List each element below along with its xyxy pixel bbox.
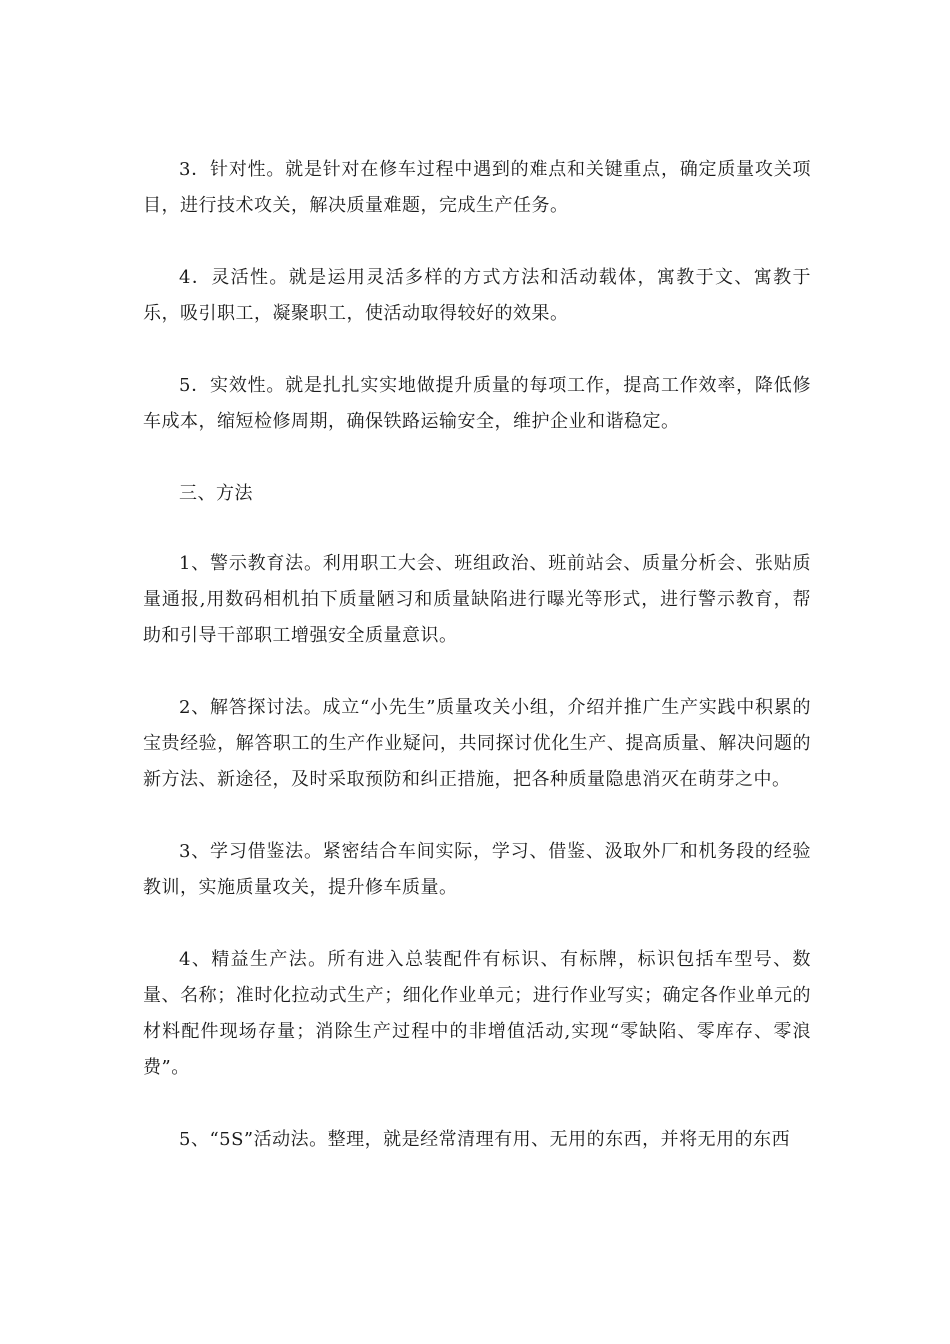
- paragraph-effectiveness: 5．实效性。就是扎扎实实地做提升质量的每项工作，提高工作效率，降低修车成本，缩短检修周期，确保铁路运输安全，维护企业和谐稳定。: [143, 375, 811, 432]
- paragraph-warning-education: 1、警示教育法。利用职工大会、班组政治、班前站会、质量分析会、张贴质量通报,用数码相机拍下质量陋习和质量缺陷进行曝光等形式，进行警示教育，帮助和引导干部职工增强安全质量意识。: [143, 553, 811, 646]
- document-page: [143, 152, 811, 1158]
- section-heading-methods: 三、方法: [179, 483, 253, 504]
- paragraph-5s-activity: 5、“5S”活动法。整理，就是经常清理有用、无用的东西，并将无用的东西: [179, 1129, 791, 1150]
- paragraph-answer-discussion: 2、解答探讨法。成立“小先生”质量攻关小组，介绍并推广生产实践中积累的宝贵经验，解答职工的生产作业疑问，共同探讨优化生产、提高质量、解决问题的新方法、新途径，及时采取预防和纠正措施，把各种质量隐患消灭在萌芽之中。: [143, 697, 811, 790]
- paragraph-pertinence: 3．针对性。就是针对在修车过程中遇到的难点和关键重点，确定质量攻关项目，进行技术攻关，解决质量难题，完成生产任务。: [143, 159, 811, 216]
- paragraph-learning-reference: 3、学习借鉴法。紧密结合车间实际，学习、借鉴、汲取外厂和机务段的经验教训，实施质量攻关，提升修车质量。: [143, 841, 811, 898]
- paragraph-lean-production: 4、精益生产法。所有进入总装配件有标识、有标牌，标识包括车型号、数量、名称；准时化拉动式生产；细化作业单元；进行作业写实；确定各作业单元的材料配件现场存量；消除生产过程中的非增值活动,实现“零缺陷、零库存、零浪费”。: [143, 949, 811, 1078]
- paragraph-flexibility: 4．灵活性。就是运用灵活多样的方式方法和活动载体，寓教于文、寓教于乐，吸引职工，凝聚职工，使活动取得较好的效果。: [143, 267, 811, 324]
